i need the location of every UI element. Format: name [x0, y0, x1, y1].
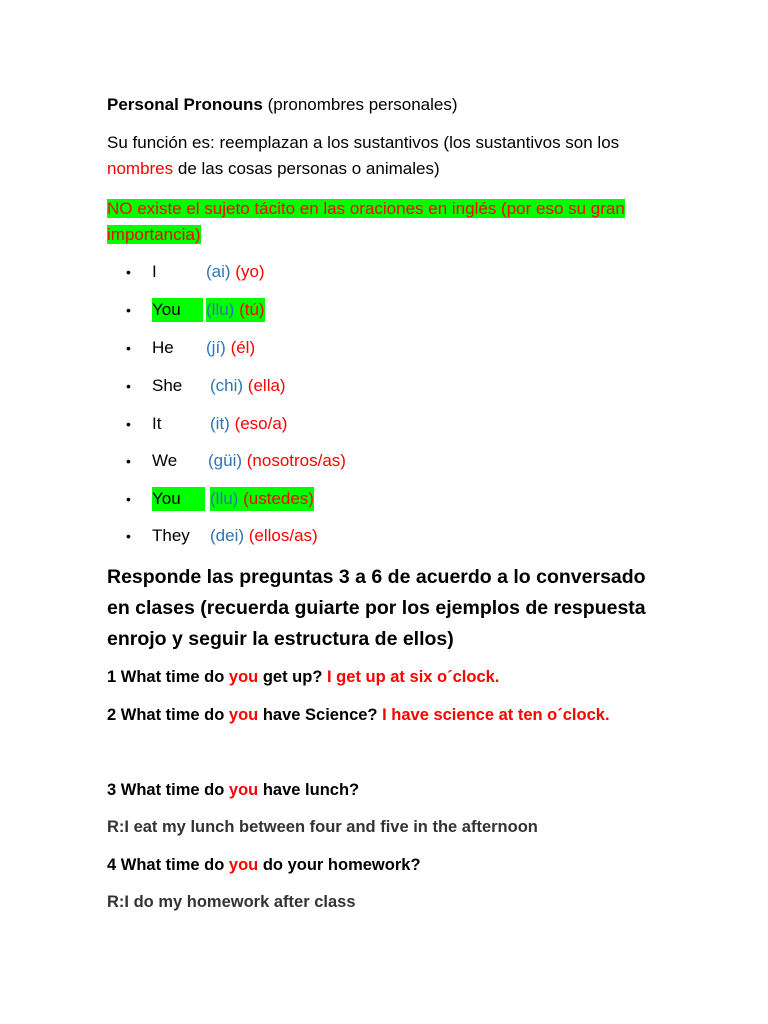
- pronunciation: (ai): [206, 262, 231, 281]
- bullet-icon: •: [126, 453, 131, 469]
- meaning: (eso/a): [234, 414, 288, 433]
- example-answer: I get up at six o´clock.: [327, 668, 500, 686]
- pronunciation: (chi): [210, 376, 244, 395]
- pronoun-word: She: [152, 376, 183, 395]
- title-rest: (pronombres personales): [262, 95, 458, 114]
- bullet-icon: •: [126, 264, 131, 280]
- pronunciation: (it): [210, 414, 230, 433]
- pronoun-pronunciation-group: [210, 524, 318, 548]
- warning-text: NO existe el sujeto tácito en las oraciones en inglés (por eso su gran importancia): [107, 199, 625, 244]
- pronoun-word: I: [152, 262, 157, 281]
- pronunciation: (jí): [206, 338, 226, 357]
- pronunciation: (güi): [208, 451, 243, 470]
- question-text: have lunch?: [258, 781, 360, 799]
- question-text: 4 What time do: [107, 856, 229, 874]
- bullet-icon: •: [126, 416, 131, 432]
- function-line-1: Su función es: reemplazan a los sustantivos (los sustantivos son los: [107, 133, 620, 152]
- meaning: (nosotros/as): [246, 451, 346, 470]
- bullet-icon: •: [126, 340, 131, 356]
- you-word: you: [228, 668, 259, 686]
- question-text: do your homework?: [258, 856, 421, 874]
- pronoun-word: We: [152, 451, 178, 470]
- question-3: [107, 778, 359, 802]
- question-text: 1 What time do: [107, 668, 229, 686]
- nombres-word: nombres: [107, 159, 174, 178]
- meaning: (ellos/as): [248, 526, 318, 545]
- page-title: [107, 93, 458, 117]
- instructions-heading: Responde las preguntas 3 a 6 de acuerdo a lo conversado en clases (recuerda guiarte por los ejemplos de respuesta enrojo y seguir la estructura de ellos): [107, 566, 646, 650]
- question-2: [107, 703, 610, 727]
- function-line-2: [107, 157, 440, 181]
- pronoun-word: He: [152, 338, 174, 357]
- answer-4: R:I do my homework after class: [107, 893, 356, 911]
- pronunciation: (llu): [210, 489, 239, 508]
- pronunciation: (llu): [206, 300, 235, 319]
- question-text: get up?: [258, 668, 328, 686]
- pronoun-word: They: [152, 526, 190, 545]
- bullet-icon: •: [126, 302, 131, 318]
- answer-3: R:I eat my lunch between four and five in the afternoon: [107, 818, 538, 836]
- bullet-icon: •: [126, 378, 131, 394]
- question-text: 2 What time do: [107, 706, 229, 724]
- meaning: (tú): [239, 300, 265, 319]
- bullet-icon: •: [126, 491, 131, 507]
- question-text: 3 What time do: [107, 781, 229, 799]
- function-line-2-rest: de las cosas personas o animales): [173, 159, 440, 178]
- pronoun-pronunciation-group: [210, 412, 287, 436]
- you-word: you: [228, 856, 259, 874]
- question-text: have Science?: [258, 706, 383, 724]
- meaning: (él): [230, 338, 256, 357]
- meaning: (yo): [235, 262, 265, 281]
- pronoun-pronunciation-group: [210, 374, 286, 398]
- question-4: [107, 853, 421, 877]
- example-answer: I have science at ten o´clock.: [382, 706, 610, 724]
- pronoun-pronunciation-group: [206, 298, 265, 322]
- pronoun-pronunciation-group: [210, 487, 314, 511]
- pronoun-word: You: [152, 487, 205, 511]
- meaning: (ella): [247, 376, 286, 395]
- pronoun-pronunciation-group: [206, 260, 265, 284]
- pronoun-word: It: [152, 414, 162, 433]
- title-bold: Personal Pronouns: [107, 95, 263, 114]
- you-word: you: [228, 706, 259, 724]
- bullet-icon: •: [126, 528, 131, 544]
- pronoun-pronunciation-group: [206, 336, 255, 360]
- meaning: (ustedes): [243, 489, 314, 508]
- pronunciation: (dei): [210, 526, 245, 545]
- pronoun-word: You: [152, 298, 203, 322]
- you-word: you: [228, 781, 259, 799]
- question-1: [107, 665, 499, 689]
- pronoun-pronunciation-group: [208, 449, 346, 473]
- warning-note: [107, 196, 667, 248]
